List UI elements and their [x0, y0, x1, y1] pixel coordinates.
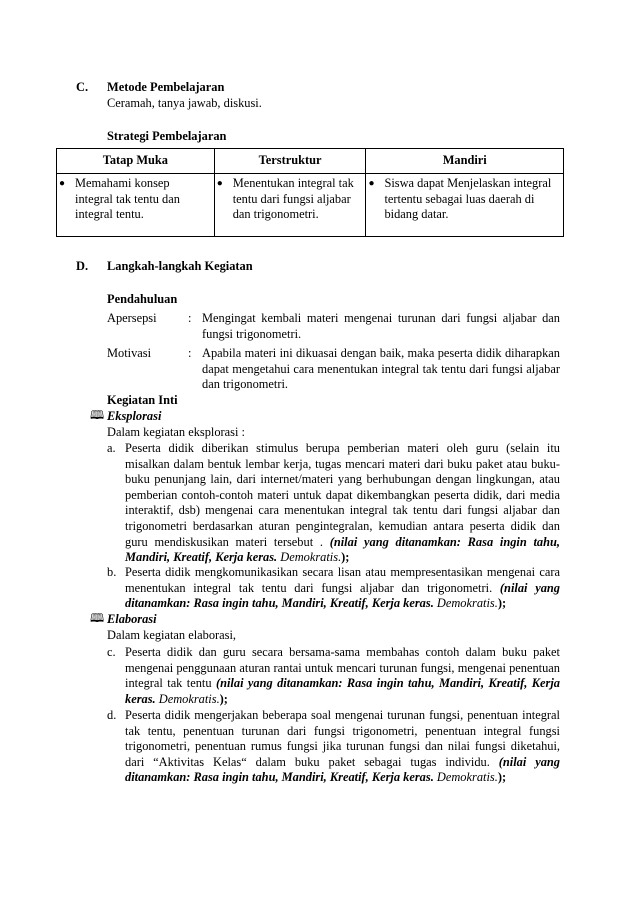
apersepsi-text: Mengingat kembali materi mengenai turunan dari fungsi aljabar dan fungsi trigonometri.: [202, 311, 560, 341]
elaborasi-intro: Dalam kegiatan elaborasi,: [107, 628, 237, 642]
bullet-icon: ●: [216, 178, 223, 189]
strategy-title: Strategi Pembelajaran: [107, 129, 227, 143]
section-c-letter: C.: [76, 80, 89, 94]
table-cell: ● Memahami konsep integral tak tentu dan integral tentu.: [57, 174, 215, 237]
eksplorasi-intro: Dalam kegiatan eksplorasi :: [107, 425, 245, 439]
table-header-mandiri: Mandiri: [366, 149, 564, 174]
section-d-title: Langkah-langkah Kegiatan: [107, 259, 253, 273]
bullet-icon: ●: [368, 178, 375, 189]
colon: :: [188, 311, 192, 325]
section-c-text: Ceramah, tanya jawab, diskusi.: [107, 96, 262, 110]
apersepsi-label: Apersepsi: [107, 311, 157, 325]
open-book-icon: 🕮: [90, 611, 105, 625]
bullet-icon: ●: [59, 178, 66, 189]
list-item: a. Peserta didik diberikan stimulus berupa pemberian materi oleh guru (selain itu misalkan dalam bentuk lembar kerja, tugas mencari materi dari buku paket atau buku-buku penunjang lain, dari internet/materi yang berhubungan dengan lingkungan, atau pemberian contoh-contoh materi untuk dapat dikembangkan peserta didik, dari media interaktif, dsb) mengenai cara menentukan integral tak tentu dari fungsi aljabar dan trigonometri berdasarkan aturan pengintegralan, kemudian antara peserta didik dan guru mendiskusikan materi tersebut . (nilai yang ditanamkan: Rasa ingin tahu, Mandiri, Kreatif, Kerja keras. Demokratis.);: [107, 441, 560, 565]
motivasi-label: Motivasi: [107, 346, 152, 360]
strategy-table: [56, 148, 564, 237]
section-d-letter: D.: [76, 259, 89, 273]
open-book-icon: 🕮: [90, 408, 105, 422]
list-item: b. Peserta didik mengkomunikasikan secara lisan atau mempresentasikan mengenai cara menentukan integral tak tentu dari fungsi aljabar dan trigonometri. (nilai yang ditanamkan: Rasa ingin tahu, Mandiri, Kreatif, Kerja keras. Demokratis.);: [107, 565, 560, 611]
table-cell: ● Siswa dapat Menjelaskan integral tertentu sebagai luas daerah di bidang datar.: [366, 174, 564, 237]
list-item: d. Peserta didik mengerjakan beberapa soal mengenai turunan fungsi, penentuan integral tak tentu, penentuan turunan dari fungsi trigonometri, penentuan integral fungsi trigonometri, penentuan rumus fungsi jika turunan fungsi dan nilai fungsi diketahui, dari “Aktivitas Kelas“ dalam buku paket sebagai tugas individu. (nilai yang ditanamkan: Rasa ingin tahu, Mandiri, Kreatif, Kerja keras. Demokratis.);: [107, 708, 560, 785]
elaborasi-title: Elaborasi: [107, 612, 157, 626]
table-header-terstruktur: Terstruktur: [214, 149, 366, 174]
pendahuluan-title: Pendahuluan: [107, 292, 178, 306]
motivasi-text: Apabila materi ini dikuasai dengan baik, maka peserta didik diharapkan dapat mengetahui cara menentukan integral tak tentu dari fungsi aljabar dan trigonometri.: [202, 346, 560, 392]
list-item: c. Peserta didik dan guru secara bersama-sama membahas contoh dalam buku paket mengenai penggunaan aturan rantai untuk mencari turunan fungsi, mengenai penentuan integral tak tentu (nilai yang ditanamkan: Rasa ingin tahu, Mandiri, Kreatif, Kerja keras. Demokratis.);: [107, 645, 560, 706]
eksplorasi-title: Eksplorasi: [107, 409, 162, 423]
kegiatan-inti-title: Kegiatan Inti: [107, 393, 178, 407]
section-c-title: Metode Pembelajaran: [107, 80, 225, 94]
table-cell: ● Menentukan integral tak tentu dari fungsi aljabar dan trigonometri.: [214, 174, 366, 237]
colon: :: [188, 346, 192, 360]
table-header-tatap-muka: Tatap Muka: [57, 149, 215, 174]
